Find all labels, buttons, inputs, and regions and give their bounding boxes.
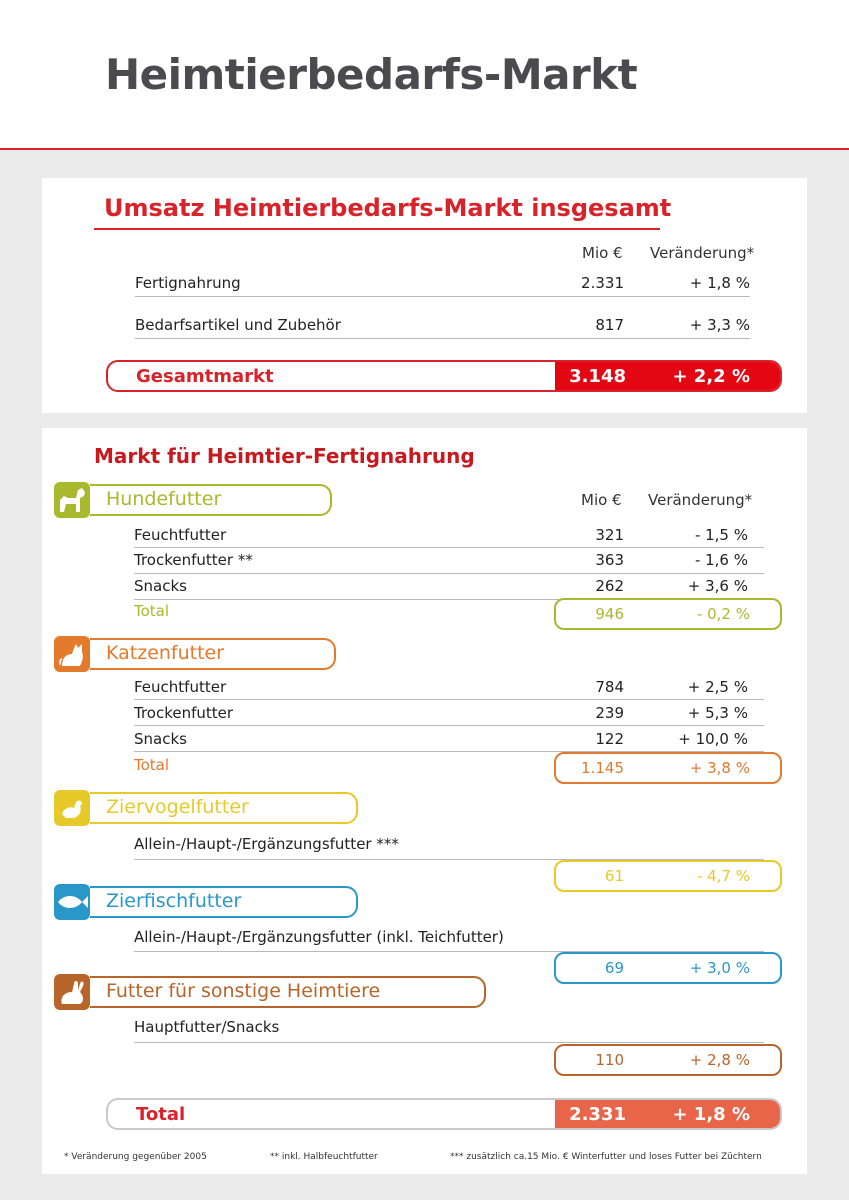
row-change: + 3,3 % (689, 316, 750, 334)
row-label: Trockenfutter ** (134, 551, 253, 569)
category-label: Ziervogelfutter (106, 796, 249, 818)
total-change: - 4,7 % (696, 867, 750, 885)
total-value: 110 (595, 1051, 624, 1069)
food-total-value: 2.331 (569, 1104, 626, 1125)
row-change: - 1,6 % (694, 551, 748, 569)
food-title: Markt für Heimtier-Fertignahrung (94, 444, 475, 468)
rabbit-icon (54, 974, 90, 1010)
bird-icon (54, 790, 90, 826)
row-divider (134, 1042, 764, 1043)
row-divider (134, 573, 764, 574)
row-label: Snacks (134, 577, 187, 595)
total-change: - 0,2 % (696, 605, 750, 623)
row-divider (135, 296, 750, 297)
overview-total-label: Gesamtmarkt (136, 366, 274, 387)
page-header (0, 0, 849, 150)
row-change: + 10,0 % (678, 730, 748, 748)
row-value: 239 (595, 704, 624, 722)
row-value: 122 (595, 730, 624, 748)
category-label: Hundefutter (106, 488, 222, 510)
category-label: Katzenfutter (106, 642, 225, 664)
footnote-change: * Veränderung gegenüber 2005 (64, 1152, 207, 1162)
footnote-winter-food: *** zusätzlich ca.15 Mio. € Winterfutter und loses Futter bei Züchtern (450, 1152, 762, 1162)
row-change: + 5,3 % (687, 704, 748, 722)
row-divider (134, 699, 764, 700)
total-value: 69 (604, 959, 624, 977)
overview-total-value: 3.148 (569, 366, 626, 387)
total-value: 1.145 (581, 759, 624, 777)
row-label: Feuchtfutter (134, 678, 227, 696)
total-label: Total (134, 602, 170, 620)
row-label: Snacks (134, 730, 187, 748)
col-header-change: Veränderung* (650, 244, 755, 262)
total-label: Total (134, 756, 170, 774)
total-change: + 3,0 % (689, 959, 750, 977)
dog-total-box (554, 598, 782, 630)
row-label: Bedarfsartikel und Zubehör (135, 316, 341, 334)
page-title: Heimtierbedarfs-Markt (105, 50, 638, 99)
row-value: 784 (595, 678, 624, 696)
overview-total-change: + 2,2 % (672, 366, 750, 387)
row-change: + 2,5 % (687, 678, 748, 696)
cat-total-box (554, 752, 782, 784)
total-value: 946 (595, 605, 624, 623)
row-value: 262 (595, 577, 624, 595)
cat-icon (54, 636, 90, 672)
row-label: Allein-/Haupt-/Ergänzungsfutter (inkl. Teichfutter) (134, 928, 504, 946)
row-label: Hauptfutter/Snacks (134, 1018, 280, 1036)
category-pill (90, 886, 358, 918)
total-change: + 3,8 % (689, 759, 750, 777)
overview-title: Umsatz Heimtierbedarfs-Markt insgesamt (104, 194, 672, 222)
row-value: 321 (595, 526, 624, 544)
row-divider (135, 338, 750, 339)
overview-title-underline (94, 228, 660, 230)
category-pill (90, 792, 358, 824)
col-header-change: Veränderung* (648, 491, 753, 509)
food-total-change: + 1,8 % (672, 1104, 750, 1125)
col-header-mio: Mio € (582, 244, 623, 262)
other-total-box (554, 1044, 782, 1076)
category-pill (90, 976, 486, 1008)
row-change: + 3,6 % (687, 577, 748, 595)
fish-icon (54, 884, 90, 920)
col-header-mio: Mio € (581, 491, 622, 509)
row-change: + 1,8 % (689, 274, 750, 292)
category-label: Futter für sonstige Heimtiere (106, 980, 381, 1002)
footnote-semi-moist: ** inkl. Halbfeuchtfutter (270, 1152, 378, 1162)
total-change: + 2,8 % (689, 1051, 750, 1069)
row-value: 817 (595, 316, 624, 334)
row-label: Feuchtfutter (134, 526, 227, 544)
category-label: Zierfischfutter (106, 890, 242, 912)
food-panel (42, 428, 807, 1174)
row-divider (134, 547, 764, 548)
overview-panel (42, 178, 807, 413)
food-total-label: Total (136, 1104, 186, 1125)
row-divider (134, 725, 764, 726)
category-pill (90, 484, 332, 516)
row-value: 363 (595, 551, 624, 569)
row-label: Allein-/Haupt-/Ergänzungsfutter *** (134, 835, 399, 853)
fish-total-box (554, 952, 782, 984)
overview-total-box (106, 360, 782, 392)
category-pill (90, 638, 336, 670)
row-value: 2.331 (581, 274, 624, 292)
row-label: Fertignahrung (135, 274, 241, 292)
row-label: Trockenfutter (134, 704, 234, 722)
food-total-box (106, 1098, 782, 1130)
bird-total-box (554, 860, 782, 892)
dog-icon (54, 482, 90, 518)
row-change: - 1,5 % (694, 526, 748, 544)
total-value: 61 (604, 867, 624, 885)
